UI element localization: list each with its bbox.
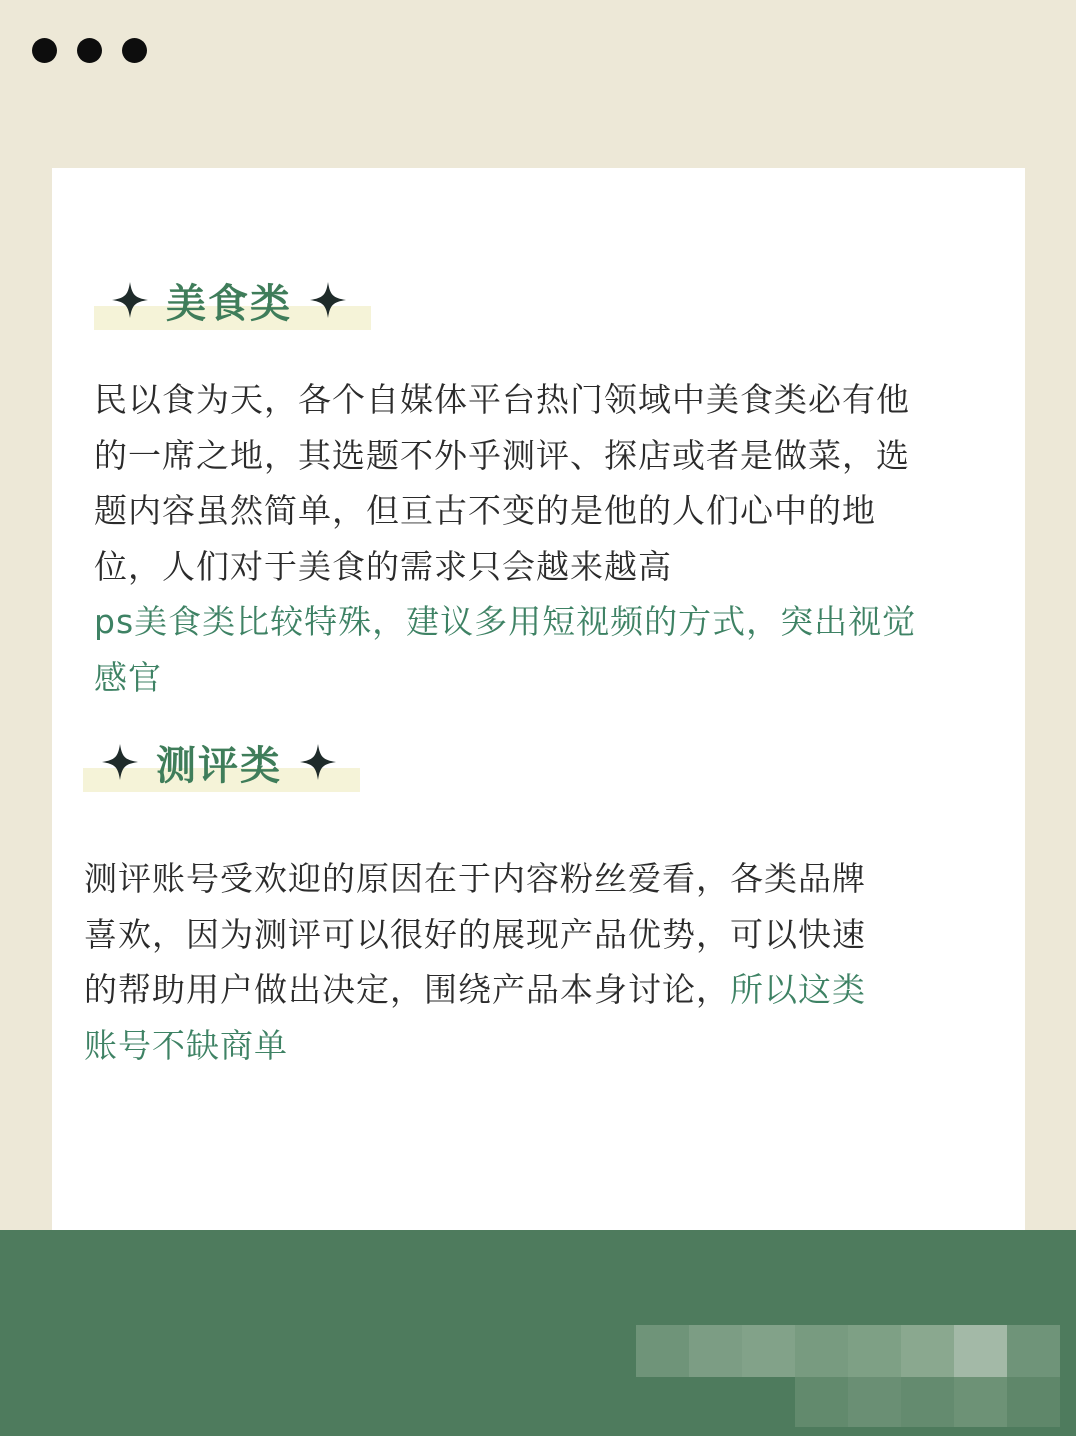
four-point-star-icon	[300, 744, 336, 780]
section-heading-review	[83, 732, 360, 792]
dot-icon	[122, 38, 147, 63]
section-body-food	[94, 372, 994, 705]
body-text: 的帮助用户做出决定，围绕产品本身讨论，	[84, 970, 730, 1009]
four-point-star-icon	[102, 744, 138, 780]
body-line	[84, 962, 964, 1018]
note-line: ps美食类比较特殊，建议多用短视频的方式，突出视觉	[94, 602, 917, 641]
note-line: 感官	[94, 657, 162, 697]
body-line: 喜欢，因为测评可以很好的展现产品优势，可以快速	[84, 914, 866, 954]
body-line: 位，人们对于美食的需求只会越来越高	[94, 546, 672, 586]
body-line: 题内容虽然简单，但亘古不变的是他的人们心中的地	[94, 491, 876, 530]
section-heading-food	[94, 270, 371, 330]
dot-icon	[32, 38, 57, 63]
blurred-watermark	[636, 1325, 1060, 1377]
blurred-watermark	[795, 1377, 1060, 1427]
four-point-star-icon	[112, 282, 148, 318]
four-point-star-icon	[310, 282, 346, 318]
section-body-review	[84, 851, 964, 1073]
section-title: 美食类	[166, 280, 292, 327]
window-dots	[32, 38, 147, 63]
highlight-line: 账号不缺商单	[84, 1025, 288, 1065]
highlight-text: 所以这类	[730, 970, 866, 1009]
body-line: 测评账号受欢迎的原因在于内容粉丝爱看，各类品牌	[84, 859, 866, 898]
dot-icon	[77, 38, 102, 63]
body-line: 民以食为天，各个自媒体平台热门领域中美食类必有他	[94, 380, 910, 419]
body-line: 的一席之地，其选题不外乎测评、探店或者是做菜，选	[94, 435, 910, 475]
section-title: 测评类	[156, 742, 282, 789]
